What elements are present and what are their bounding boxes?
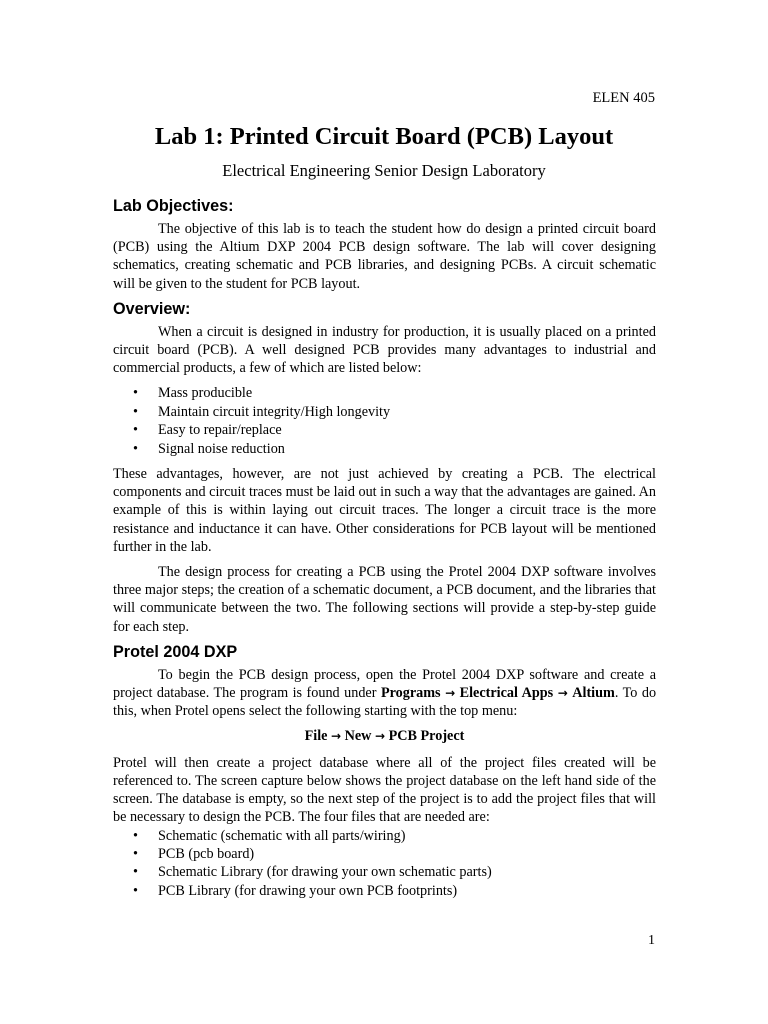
document-subtitle: Electrical Engineering Senior Design Laboratory (222, 161, 546, 180)
menu-electrical-apps: Electrical Apps (459, 685, 554, 702)
list-item: • Mass producible (113, 384, 656, 402)
protel-paragraph-1 (113, 666, 656, 721)
list-item: • Schematic Library (for drawing your own schematic parts) (113, 863, 656, 881)
list-item: • Schematic (schematic with all parts/wiring) (113, 827, 656, 845)
objectives-paragraph: The objective of this lab is to teach the student how do design a printed circuit board (PCB) using the Altium DXP 2004 PCB design software. The lab will cover designing schematics, creating schematic and PCB libraries, and designing PCBs. A circuit schematic will be given to the student for PCB layout. (113, 221, 656, 292)
page-number: 1 (648, 933, 655, 948)
arrow-right-icon: → (557, 686, 568, 701)
menu-path (113, 727, 656, 745)
list-item: • PCB (pcb board) (113, 845, 656, 863)
overview-intro-paragraph: When a circuit is designed in industry for production, it is usually placed on a printed circuit board (PCB). A well designed PCB provides many advantages to industrial and commercial products, a few of which are listed below: (113, 323, 656, 377)
section-heading-overview: Overview: (113, 299, 191, 318)
advantages-list (113, 384, 656, 458)
section-heading-objectives: Lab Objectives: (113, 197, 234, 215)
menu-file: File (304, 728, 328, 745)
protel-p1-text-end: . To do this, when Protel opens select the following starting with the top menu: (113, 685, 657, 720)
document-title: Lab 1: Printed Circuit Board (PCB) Layout (154, 123, 614, 150)
list-item: • Maintain circuit integrity/High longevity (113, 403, 656, 421)
protel-paragraph-2: Protel will then create a project database where all of the project files created will be referenced to. The screen capture below shows the project database on the left hand side of the screen. The database is empty, so the next step of the project is to add the project files that will be necessary to design the PCB. The four files that are needed are: (113, 754, 656, 826)
menu-altium: Altium (572, 685, 615, 702)
section-heading-protel: Protel 2004 DXP (113, 642, 238, 661)
menu-pcb-project: PCB Project (388, 728, 465, 745)
document-body (113, 196, 656, 900)
arrow-right-icon: → (374, 729, 386, 744)
list-item: • PCB Library (for drawing your own PCB footprints) (113, 882, 656, 900)
list-item: • Signal noise reduction (113, 440, 656, 458)
protel-p1-text: To begin the PCB design process, open the Protel 2004 DXP software and create a project database. The program is found under (113, 666, 656, 702)
course-code: ELEN 405 (592, 90, 655, 106)
menu-new: New (344, 728, 372, 745)
overview-paragraph-3: The design process for creating a PCB using the Protel 2004 DXP software involves three major steps; the creation of a schematic document, a PCB document, and the libraries that will communicate between the two. The following sections will provide a step-by-step guide for each step. (113, 564, 656, 635)
overview-paragraph-2: These advantages, however, are not just achieved by creating a PCB. The electrical components and circuit traces must be laid out in such a way that the advantages are gained. An example of this is within laying out circuit traces. The longer a circuit trace is the more resistance and inductance it can have. Other considerations for PCB layout will be mentioned further in the lab. (113, 466, 656, 555)
menu-programs: Programs (380, 685, 441, 702)
list-item: • Easy to repair/replace (113, 421, 656, 439)
arrow-right-icon: → (445, 686, 456, 701)
arrow-right-icon: → (331, 729, 342, 744)
project-files-list (113, 827, 656, 901)
